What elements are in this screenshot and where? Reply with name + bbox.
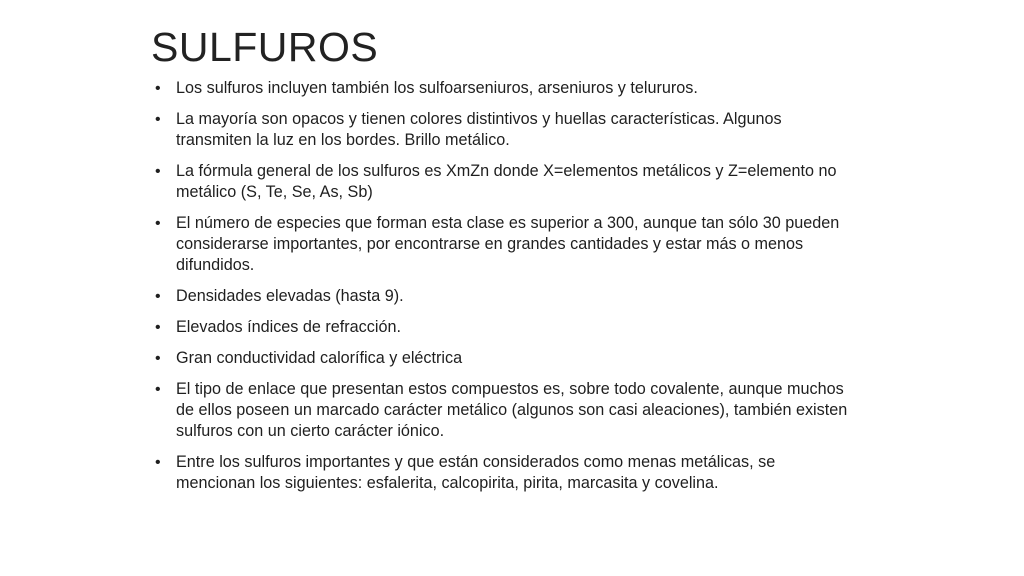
slide-title: SULFUROS [151,24,379,70]
bullet-item: • El número de especies que forman esta clase es superior a 300, aunque tan sólo 30 pueden considerarse importantes, por encontrarse en grandes cantidades y estar más o menos difundidos. [155,213,855,276]
bullet-item: • Los sulfuros incluyen también los sulfoarseniuros, arseniuros y telururos. [155,78,855,99]
bullet-item: • El tipo de enlace que presentan estos compuestos es, sobre todo covalente, aunque muchos de ellos poseen un marcado carácter metálico (algunos son casi aleaciones), también existen sulfuros con un cierto carácter iónico. [155,379,855,442]
bullet-item: • La mayoría son opacos y tienen colores distintivos y huellas características. Algunos transmiten la luz en los bordes. Brillo metálico. [155,109,855,151]
bullet-item: • Entre los sulfuros importantes y que están considerados como menas metálicas, se mencionan los siguientes: esfalerita, calcopirita, pirita, marcasita y covelina. [155,452,855,494]
bullet-item: • Elevados índices de refracción. [155,317,855,338]
bullet-item: • Gran conductividad calorífica y eléctrica [155,348,855,369]
bullet-list [155,78,855,504]
bullet-item: • Densidades elevadas (hasta 9). [155,286,855,307]
bullet-item: • La fórmula general de los sulfuros es XmZn donde X=elementos metálicos y Z=elemento no metálico (S, Te, Se, As, Sb) [155,161,855,203]
